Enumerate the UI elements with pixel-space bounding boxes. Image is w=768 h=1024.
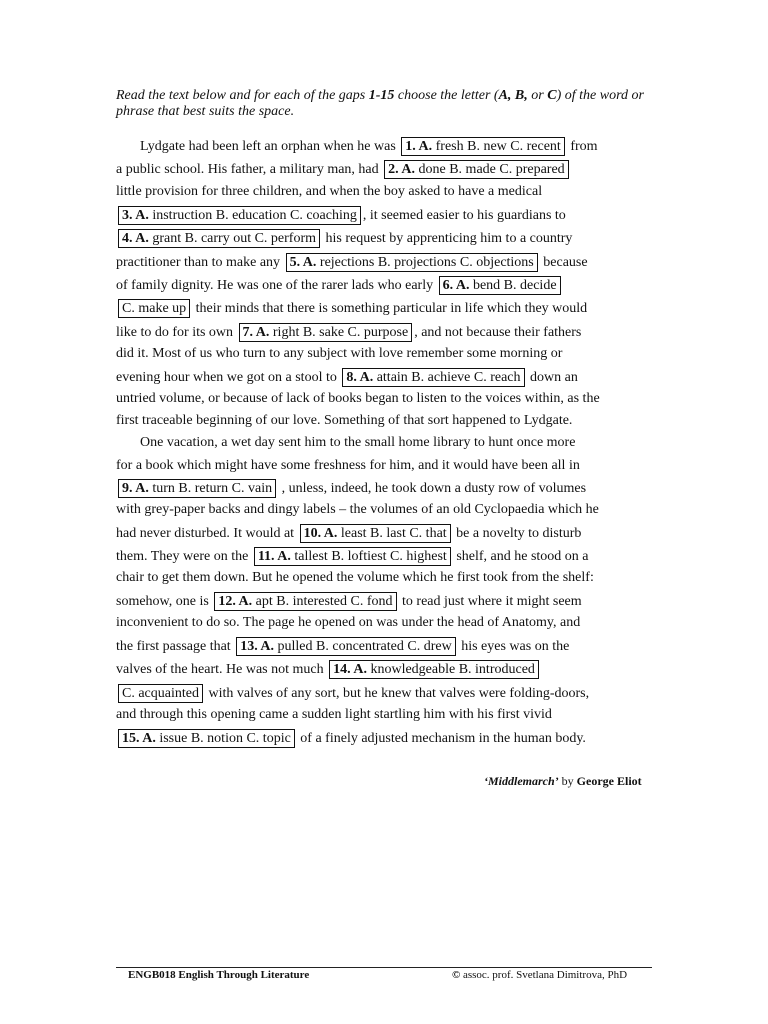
- gap-options: issue B. notion C. topic: [159, 731, 291, 746]
- letter-c: C: [547, 88, 557, 103]
- gap-options: bend B. decide: [472, 278, 557, 293]
- gap-number: 8. A.: [346, 370, 374, 385]
- passage-line: [116, 229, 572, 248]
- instructions: [116, 88, 656, 120]
- footer-course: ENGB018 English Through Literature: [128, 969, 310, 981]
- passage-text: a public school. His father, a military man, had: [116, 162, 383, 177]
- passage-text: untried volume, or because of lack of books began to listen to the voices within, as the: [116, 391, 600, 406]
- passage-text: chair to get them down. But he opened the volume which he first took from the shelf:: [116, 570, 594, 585]
- passage-line: [116, 569, 594, 587]
- passage-line: [116, 368, 578, 387]
- gap-number: 12. A.: [218, 594, 253, 609]
- gap-options: turn B. return C. vain: [152, 481, 273, 496]
- passage-text: to read just where it might seem: [398, 594, 582, 609]
- gap-option-box: [401, 137, 565, 156]
- passage-text: their minds that there is something particular in life which they would: [192, 301, 588, 316]
- passage-text: of a finely adjusted mechanism in the human body.: [296, 731, 586, 746]
- passage-line: [116, 729, 586, 748]
- passage-text: his request by apprenticing him to a country: [322, 231, 573, 246]
- passage-text: Lydgate had been left an orphan when he was: [140, 139, 400, 154]
- passage-text: for a book which might have some freshness for him, and it would have been all in: [116, 458, 580, 473]
- gap-options: done B. made C. prepared: [418, 162, 565, 177]
- passage-line: [116, 390, 600, 408]
- gap-option-box: [118, 684, 203, 703]
- gap-number: 14. A.: [333, 662, 367, 677]
- passage-text: because: [539, 255, 588, 270]
- gap-option-box: [236, 637, 456, 656]
- passage-line: [116, 547, 589, 566]
- passage-line: [116, 323, 581, 342]
- source-by: by: [558, 774, 577, 788]
- passage-text: from: [566, 139, 598, 154]
- footer-rule: [116, 967, 652, 968]
- passage-text: valves of the heart. He was not much: [116, 662, 328, 677]
- gap-number: 9. A.: [122, 481, 149, 496]
- gap-number: 1. A.: [405, 139, 433, 154]
- passage-line: [116, 479, 586, 498]
- gap-options: apt B. interested C. fond: [255, 594, 393, 609]
- passage-line: [116, 524, 581, 543]
- passage-line: [140, 434, 575, 452]
- gap-option-box: [342, 368, 524, 387]
- passage-line: [116, 160, 571, 179]
- gap-option-box: [118, 206, 361, 225]
- passage-text: had never disturbed. It would at: [116, 526, 298, 541]
- gap-number: 6. A.: [442, 278, 470, 293]
- gap-option-box: [329, 660, 539, 679]
- passage-line: [116, 183, 542, 201]
- gap-number: 13. A.: [240, 639, 275, 654]
- passage-line: [116, 457, 580, 475]
- passage-text: somehow, one is: [116, 594, 213, 609]
- passage-line: [116, 299, 587, 318]
- gap-number: 10. A.: [303, 526, 338, 541]
- passage-text: first traceable beginning of our love. Something of that sort happened to Lydgate.: [116, 413, 573, 428]
- gap-number: 2. A.: [388, 162, 415, 177]
- instructions-text: choose the letter (: [394, 88, 499, 103]
- instructions-text: ) of the word or phrase that best suits the space.: [116, 88, 644, 119]
- gap-options: fresh B. new C. recent: [435, 139, 561, 154]
- passage-text: them. They were on the: [116, 549, 252, 564]
- passage-line: [116, 614, 580, 632]
- gap-options: right B. sake C. purpose: [272, 325, 409, 340]
- footer-author: [452, 969, 627, 981]
- passage-text: the first passage that: [116, 639, 235, 654]
- passage-line: [116, 253, 588, 272]
- gap-options: pulled B. concentrated C. drew: [277, 639, 452, 654]
- gap-options: instruction B. education C. coaching: [152, 208, 357, 223]
- gap-options: C. make up: [122, 301, 187, 316]
- passage-text: his eyes was on the: [457, 639, 570, 654]
- footer-author-text: assoc. prof. Svetlana Dimitrova, PhD: [460, 969, 628, 981]
- gap-number: 15. A.: [122, 731, 156, 746]
- passage-text: did it. Most of us who turn to any subject with love remember some morning or: [116, 346, 563, 361]
- gap-option-box: [286, 253, 538, 272]
- passage-line: [116, 660, 541, 679]
- passage-text: , and not because their fathers: [414, 325, 582, 340]
- gap-option-box: [384, 160, 569, 179]
- passage-text: practitioner than to make any: [116, 255, 284, 270]
- gap-option-box: [254, 547, 451, 566]
- gap-range: 1-15: [368, 88, 395, 103]
- instructions-text: or: [527, 88, 548, 103]
- gap-number: 4. A.: [122, 231, 149, 246]
- passage-text: little provision for three children, and when the boy asked to have a medical: [116, 184, 543, 199]
- source-title: ‘Middlemarch’: [484, 774, 559, 788]
- passage-line: [116, 684, 589, 703]
- passage-text: like to do for its own: [116, 325, 237, 340]
- gap-option-box: [118, 229, 320, 248]
- gap-option-box: [239, 323, 413, 342]
- gap-option-box: [118, 729, 295, 748]
- gap-option-box: [118, 479, 276, 498]
- gap-option-box: [118, 299, 190, 318]
- gap-options: C. acquainted: [122, 686, 199, 701]
- passage-text: with grey-paper backs and dingy labels – the volumes of an old Cyclopaedia which he: [116, 502, 599, 517]
- copyright-symbol: ©: [452, 969, 461, 981]
- passage-line: [116, 345, 562, 363]
- gap-options: least B. last C. that: [340, 526, 447, 541]
- gap-option-box: [214, 592, 396, 611]
- gap-option-box: [300, 524, 451, 543]
- gap-options: attain B. achieve C. reach: [376, 370, 521, 385]
- passage-text: inconvenient to do so. The page he opened on was under the head of Anatomy, and: [116, 615, 581, 630]
- passage-text: down an: [526, 370, 578, 385]
- gap-number: 11. A.: [257, 549, 291, 564]
- gap-number: 3. A.: [122, 208, 149, 223]
- passage-text: evening hour when we got on a stool to: [116, 370, 341, 385]
- gap-number: 5. A.: [289, 255, 317, 270]
- passage-line: [116, 592, 582, 611]
- passage-text: of family dignity. He was one of the rarer lads who early: [116, 278, 437, 293]
- passage-line: [116, 501, 599, 519]
- passage-line: [116, 637, 569, 656]
- gap-number: 7. A.: [242, 325, 270, 340]
- gap-options: tallest B. loftiest C. highest: [294, 549, 447, 564]
- passage-text: , unless, indeed, he took down a dusty row of volumes: [278, 481, 587, 496]
- gap-options: rejections B. projections C. objections: [319, 255, 534, 270]
- letters-ab: A, B,: [498, 88, 528, 103]
- passage-line: [116, 706, 552, 724]
- passage-text: , it seemed easier to his guardians to: [362, 208, 566, 223]
- instructions-text: Read the text below and for each of the gaps: [116, 88, 369, 103]
- source-citation: [484, 774, 642, 789]
- gap-options: knowledgeable B. introduced: [370, 662, 535, 677]
- passage-line: [116, 206, 566, 225]
- passage-text: be a novelty to disturb: [452, 526, 582, 541]
- passage-text: shelf, and he stood on a: [452, 549, 589, 564]
- passage-text: One vacation, a wet day sent him to the small home library to hunt once more: [140, 435, 576, 450]
- passage-line: [140, 137, 598, 156]
- passage-text: with valves of any sort, but he knew that valves were folding-doors,: [204, 686, 590, 701]
- gap-options: grant B. carry out C. perform: [152, 231, 317, 246]
- passage-line: [116, 412, 572, 430]
- gap-option-box: [439, 276, 561, 295]
- source-author: George Eliot: [576, 774, 642, 788]
- passage-line: [116, 276, 563, 295]
- passage-text: and through this opening came a sudden light startling him with his first vivid: [116, 707, 552, 722]
